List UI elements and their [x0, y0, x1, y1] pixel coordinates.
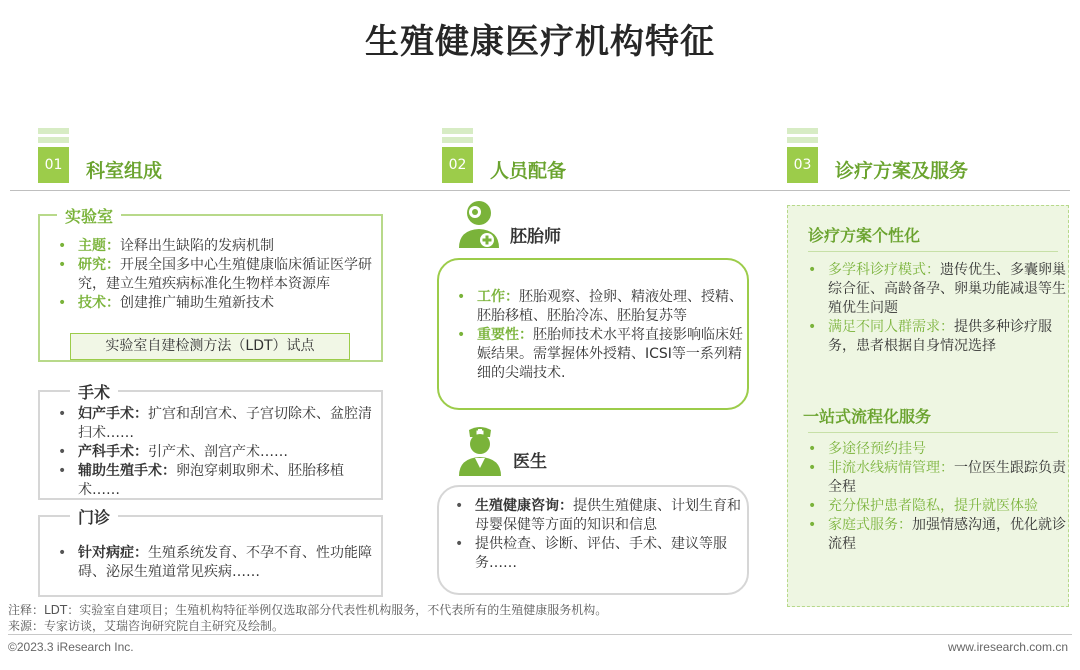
- list-item: • 重要性：胚胎师技术水平将直接影响临床妊娠结果。需掌握体外授精、ICSI等一系列精细的尖端技术.: [447, 326, 745, 383]
- footer-divider: [8, 634, 1072, 635]
- embryologist-role: 胚胎师: [510, 227, 561, 247]
- doctor-box: [437, 485, 749, 595]
- header-divider: [10, 190, 1070, 191]
- footnote: 注释：LDT：实验室自建项目；生殖机构特征举例仅选取部分代表性机构服务，不代表所有的生殖健康服务机构。: [8, 603, 608, 617]
- lab-tag: 实验室: [57, 204, 121, 227]
- list-item: • 家庭式服务：加强情感沟通，优化就诊流程: [798, 516, 1066, 554]
- services-panel: [787, 205, 1069, 607]
- list-item: • 研究：开展全国多中心生殖健康临床循证医学研究，建立生殖疾病标准化生物样本资源库: [48, 256, 380, 294]
- doctor-role: 医生: [513, 452, 547, 472]
- plan-divider: [808, 251, 1058, 252]
- column-label: 人员配备: [490, 160, 567, 182]
- list-item: • 主题：诠释出生缺陷的发病机制: [48, 237, 380, 256]
- service-divider: [808, 432, 1058, 433]
- column-label: 诊疗方案及服务: [835, 160, 969, 182]
- list-item: • 多学科诊疗模式：遗传优生、多囊卵巢综合征、高龄备孕、卵巢功能减退等生殖优生问题: [798, 261, 1066, 318]
- column-number: 01: [38, 147, 69, 183]
- copyright: ©2023.3 iResearch Inc.: [8, 640, 134, 654]
- lab-box: [38, 207, 383, 362]
- website-link[interactable]: www.iresearch.com.cn: [947, 640, 1068, 654]
- service-heading: 一站式流程化服务: [803, 407, 932, 426]
- column-number: 02: [442, 147, 473, 183]
- list-item: • 非流水线病情管理：一位医生跟踪负责全程: [798, 459, 1066, 497]
- list-item: • 多途径预约挂号: [798, 440, 1066, 459]
- source-note: 来源：专家访谈，艾瑞咨询研究院自主研究及绘制。: [8, 619, 285, 633]
- column-number: 03: [787, 147, 818, 183]
- ldt-pilot-box: 实验室自建检测方法（LDT）试点: [70, 333, 350, 360]
- list-item: • 提供检查、诊断、评估、手术、建议等服务……: [445, 535, 743, 573]
- surgery-box: [38, 383, 383, 500]
- list-item: • 生殖健康咨询：提供生殖健康、计划生育和母婴保健等方面的知识和信息: [445, 497, 743, 535]
- list-item: • 充分保护患者隐私，提升就医体验: [798, 497, 1066, 516]
- embryologist-icon: [456, 198, 502, 250]
- doctor-icon: [457, 424, 503, 478]
- clinic-tag: 门诊: [70, 505, 118, 528]
- surgery-tag: 手术: [70, 380, 118, 403]
- page-title: 生殖健康医疗机构特征: [365, 22, 715, 62]
- list-item: • 针对病症：生殖系统发育、不孕不育、性功能障碍、泌尿生殖道常见疾病……: [48, 544, 378, 582]
- list-item: • 工作：胚胎观察、捡卵、精液处理、授精、胚胎移植、胚胎冷冻、胚胎复苏等: [447, 288, 745, 326]
- list-item: • 产科手术：引产术、剖宫产术……: [48, 443, 378, 462]
- clinic-box: [38, 508, 383, 597]
- list-item: • 满足不同人群需求：提供多种诊疗服务，患者根据自身情况选择: [798, 318, 1066, 356]
- embryologist-box: [437, 258, 749, 410]
- list-item: • 辅助生殖手术：卵泡穿刺取卵术、胚胎移植术……: [48, 462, 378, 500]
- list-item: • 技术：创建推广辅助生殖新技术: [48, 294, 380, 313]
- column-label: 科室组成: [86, 160, 163, 182]
- list-item: • 妇产手术：扩宫和刮宫术、子宫切除术、盆腔清扫术……: [48, 405, 378, 443]
- plan-heading: 诊疗方案个性化: [808, 226, 921, 245]
